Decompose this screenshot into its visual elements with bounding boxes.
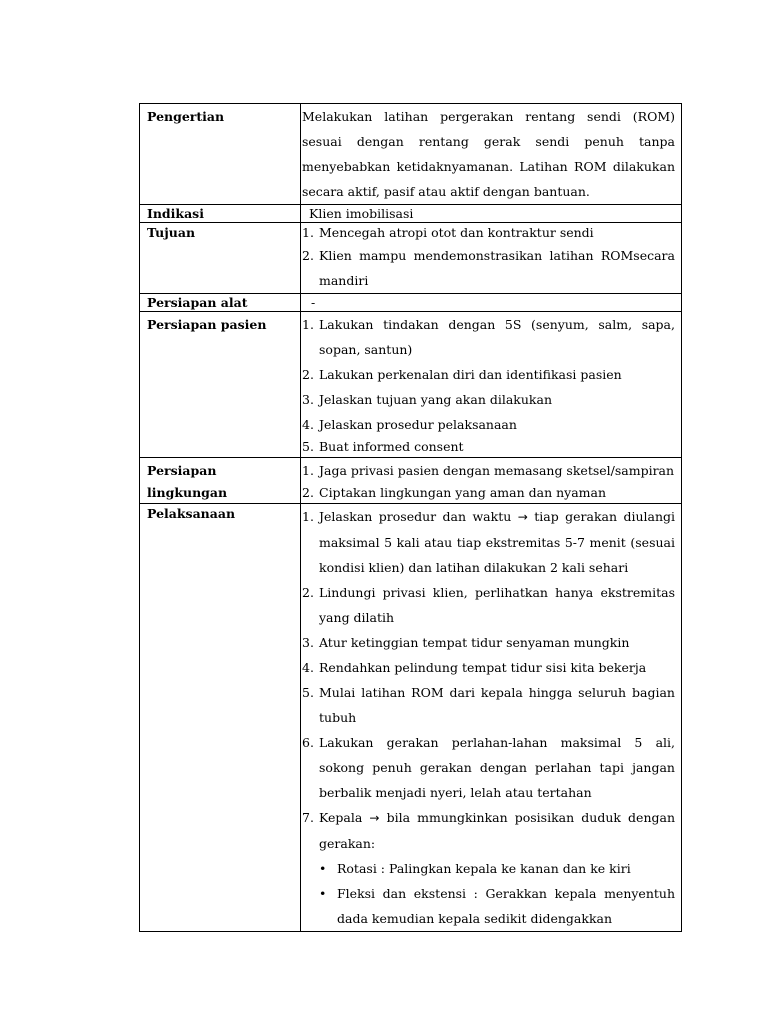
list-item: 2. Lindungi privasi klien, perlihatkan hanya ekstremitas yang dilatih bbox=[302, 585, 675, 625]
list-item: 1. Jelaskan prosedur dan waktu → tiap gerakan diulangi maksimal 5 kali atau tiap ekstremitas 5-7 menit (sesuai kondisi klien) dan latihan dilakukan 2 kali sehari bbox=[302, 509, 675, 575]
label-pelaksanaan: Pelaksanaan bbox=[140, 504, 301, 932]
label-persiapan-line1: Persiapan bbox=[147, 463, 217, 478]
content-indikasi bbox=[301, 205, 682, 223]
row-tujuan bbox=[140, 223, 682, 294]
list-item: 2. Klien mampu mendemonstrasikan latihan ROMsecara mandiri bbox=[302, 248, 675, 288]
list-item: 1. Lakukan tindakan dengan 5S (senyum, salm, sapa, sopan, santun) bbox=[302, 317, 675, 357]
list-item: 4. Jelaskan prosedur pelaksanaan bbox=[302, 417, 517, 432]
kepala-bullet-list bbox=[301, 856, 675, 931]
indikasi-text: Klien imobilisasi bbox=[309, 206, 414, 221]
arrow-right-icon: → bbox=[369, 811, 380, 825]
content-persiapan-lingkungan bbox=[301, 458, 682, 504]
persiapan-alat-text: - bbox=[311, 295, 316, 310]
row-pengertian bbox=[140, 104, 682, 205]
arrow-right-icon: → bbox=[517, 510, 528, 524]
list-item: 2. Ciptakan lingkungan yang aman dan nyaman bbox=[302, 485, 607, 500]
tujuan-list bbox=[301, 223, 675, 293]
row-persiapan-alat bbox=[140, 294, 682, 312]
content-pelaksanaan bbox=[301, 504, 682, 932]
list-item: 3. Atur ketinggian tempat tidur senyaman mungkin bbox=[302, 635, 630, 650]
list-item: 2. Lakukan perkenalan diri dan identifikasi pasien bbox=[302, 367, 622, 382]
content-tujuan bbox=[301, 223, 682, 294]
list-item: • Fleksi dan ekstensi : Gerakkan kepala menyentuh dada kemudian kepala sedikit didengakkan bbox=[301, 881, 675, 931]
label-tujuan: Tujuan bbox=[140, 223, 301, 294]
list-item: 3. Jelaskan tujuan yang akan dilakukan bbox=[302, 392, 552, 407]
list-item: 1. Jaga privasi pasien dengan memasang sketsel/sampiran bbox=[302, 463, 675, 478]
label-pengertian: Pengertian bbox=[140, 104, 301, 205]
list-item: 7. Kepala → bila mmungkinkan posisikan duduk dengan gerakan: bbox=[302, 810, 675, 851]
persiapan-pasien-list bbox=[301, 312, 675, 457]
row-pelaksanaan bbox=[140, 504, 682, 932]
list-item: 1. Mencegah atropi otot dan kontraktur sendi bbox=[302, 225, 594, 240]
row-persiapan-lingkungan bbox=[140, 458, 682, 504]
row-persiapan-pasien bbox=[140, 312, 682, 458]
list-item: 5. Buat informed consent bbox=[302, 439, 464, 454]
list-item: 4. Rendahkan pelindung tempat tidur sisi kita bekerja bbox=[302, 660, 647, 675]
bullet-icon: • bbox=[319, 861, 327, 876]
persiapan-lingkungan-list bbox=[301, 458, 675, 503]
content-persiapan-alat bbox=[301, 294, 682, 312]
bullet-icon: • bbox=[319, 886, 327, 901]
label-persiapan-alat: Persiapan alat bbox=[140, 294, 301, 312]
content-pengertian bbox=[301, 104, 682, 205]
content-persiapan-pasien bbox=[301, 312, 682, 458]
pengertian-text: Melakukan latihan pergerakan rentang sendi (ROM) sesuai dengan rentang gerak sendi penuh tanpa menyebabkan ketidaknyamanan. Latihan ROM dilakukan secara aktif, pasif atau aktif dengan bantuan. bbox=[302, 109, 675, 199]
procedure-table bbox=[139, 103, 682, 932]
label-persiapan-line2: lingkungan bbox=[147, 485, 228, 500]
pelaksanaan-list bbox=[301, 504, 675, 856]
list-item: 5. Mulai latihan ROM dari kepala hingga seluruh bagian tubuh bbox=[302, 685, 675, 725]
row-indikasi bbox=[140, 205, 682, 223]
list-item: • Rotasi : Palingkan kepala ke kanan dan ke kiri bbox=[301, 856, 675, 881]
label-persiapan-pasien: Persiapan pasien bbox=[140, 312, 301, 458]
label-indikasi: Indikasi bbox=[140, 205, 301, 223]
list-item: 6. Lakukan gerakan perlahan-lahan maksimal 5 ali, sokong penuh gerakan dengan perlahan tapi jangan berbalik menjadi nyeri, lelah atau tertahan bbox=[302, 735, 675, 800]
label-persiapan-lingkungan bbox=[140, 458, 301, 504]
